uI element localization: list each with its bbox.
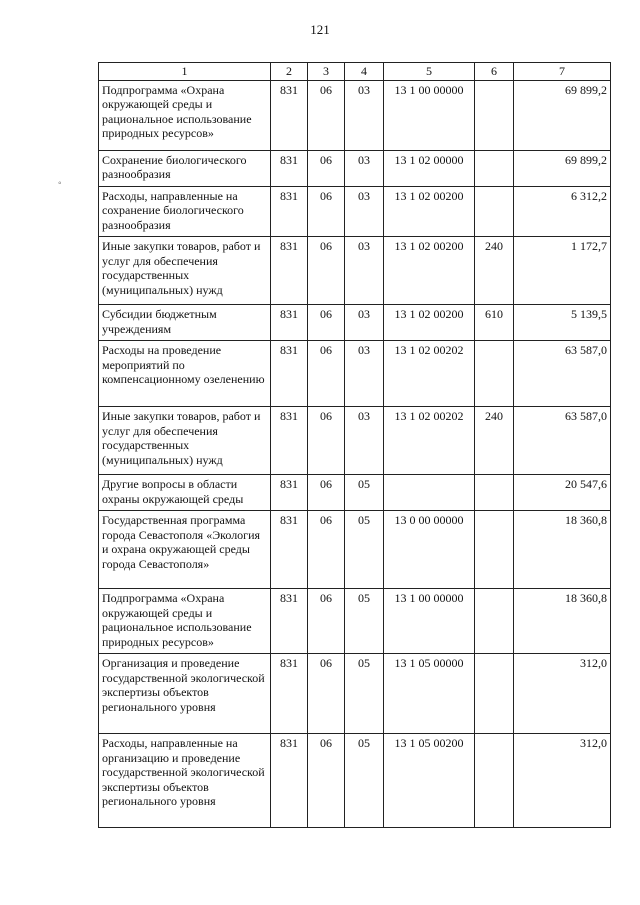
row-section-cell: 06: [308, 305, 345, 341]
row-target-cell: 13 1 00 00000: [384, 80, 475, 150]
header-col-7: 7: [514, 63, 611, 81]
row-code-cell: 831: [271, 150, 308, 186]
row-code-cell: 831: [271, 186, 308, 237]
row-name-cell: Иные закупки товаров, работ и услуг для обеспечения государственных (муниципальных) нужд: [99, 237, 271, 305]
row-name-cell: Иные закупки товаров, работ и услуг для обеспечения государственных (муниципальных) нужд: [99, 407, 271, 475]
row-kind-cell: [475, 475, 514, 511]
row-section-cell: 06: [308, 511, 345, 589]
row-kind-cell: [475, 186, 514, 237]
scan-artifact: ◦: [58, 178, 62, 189]
header-col-5: 5: [384, 63, 475, 81]
row-amount-cell: 63 587,0: [514, 341, 611, 407]
header-col-2: 2: [271, 63, 308, 81]
row-section-cell: 06: [308, 237, 345, 305]
row-code-cell: 831: [271, 734, 308, 828]
row-subsection-cell: 05: [345, 475, 384, 511]
row-target-cell: 13 1 02 00200: [384, 186, 475, 237]
header-col-1: 1: [99, 63, 271, 81]
row-target-cell: 13 1 02 00200: [384, 305, 475, 341]
row-kind-cell: 610: [475, 305, 514, 341]
row-subsection-cell: 05: [345, 589, 384, 654]
row-target-cell: [384, 475, 475, 511]
row-code-cell: 831: [271, 475, 308, 511]
table-row: [99, 511, 611, 589]
row-name-cell: Организация и проведение государственной экологической экспертизы объектов регионального уровня: [99, 654, 271, 734]
row-code-cell: 831: [271, 654, 308, 734]
row-amount-cell: 312,0: [514, 654, 611, 734]
row-target-cell: 13 1 05 00000: [384, 654, 475, 734]
row-amount-cell: 18 360,8: [514, 589, 611, 654]
row-name-cell: Подпрограмма «Охрана окружающей среды и рациональное использование природных ресурсов»: [99, 589, 271, 654]
table-row: [99, 237, 611, 305]
row-subsection-cell: 03: [345, 237, 384, 305]
row-subsection-cell: 03: [345, 80, 384, 150]
row-subsection-cell: 03: [345, 150, 384, 186]
row-amount-cell: 1 172,7: [514, 237, 611, 305]
row-name-cell: Государственная программа города Севастополя «Экология и охрана окружающей среды города Севастополя»: [99, 511, 271, 589]
row-code-cell: 831: [271, 305, 308, 341]
row-name-cell: Субсидии бюджетным учреждениям: [99, 305, 271, 341]
row-amount-cell: 18 360,8: [514, 511, 611, 589]
table-row: [99, 654, 611, 734]
row-kind-cell: 240: [475, 237, 514, 305]
row-kind-cell: [475, 511, 514, 589]
row-name-cell: Расходы, направленные на организацию и проведение государственной экологической экспертизы объектов регионального уровня: [99, 734, 271, 828]
row-target-cell: 13 1 05 00200: [384, 734, 475, 828]
row-code-cell: 831: [271, 80, 308, 150]
row-code-cell: 831: [271, 589, 308, 654]
row-code-cell: 831: [271, 341, 308, 407]
table-row: [99, 475, 611, 511]
row-code-cell: 831: [271, 237, 308, 305]
row-code-cell: 831: [271, 407, 308, 475]
table-row: [99, 150, 611, 186]
row-name-cell: Другие вопросы в области охраны окружающей среды: [99, 475, 271, 511]
row-subsection-cell: 03: [345, 305, 384, 341]
row-amount-cell: 20 547,6: [514, 475, 611, 511]
header-col-6: 6: [475, 63, 514, 81]
row-kind-cell: [475, 734, 514, 828]
row-amount-cell: 6 312,2: [514, 186, 611, 237]
row-section-cell: 06: [308, 734, 345, 828]
row-section-cell: 06: [308, 589, 345, 654]
row-amount-cell: 69 899,2: [514, 80, 611, 150]
row-target-cell: 13 1 02 00202: [384, 341, 475, 407]
table-row: [99, 341, 611, 407]
table-row: [99, 589, 611, 654]
row-target-cell: 13 1 02 00000: [384, 150, 475, 186]
row-kind-cell: [475, 80, 514, 150]
row-kind-cell: [475, 654, 514, 734]
row-target-cell: 13 1 02 00202: [384, 407, 475, 475]
row-amount-cell: 5 139,5: [514, 305, 611, 341]
row-subsection-cell: 05: [345, 511, 384, 589]
row-name-cell: Подпрограмма «Охрана окружающей среды и рациональное использование природных ресурсов»: [99, 80, 271, 150]
table-row: [99, 186, 611, 237]
row-section-cell: 06: [308, 80, 345, 150]
header-col-4: 4: [345, 63, 384, 81]
row-section-cell: 06: [308, 407, 345, 475]
row-subsection-cell: 03: [345, 341, 384, 407]
header-col-3: 3: [308, 63, 345, 81]
table-row: [99, 305, 611, 341]
row-kind-cell: [475, 150, 514, 186]
row-section-cell: 06: [308, 186, 345, 237]
row-target-cell: 13 1 02 00200: [384, 237, 475, 305]
row-code-cell: 831: [271, 511, 308, 589]
row-amount-cell: 69 899,2: [514, 150, 611, 186]
row-name-cell: Расходы на проведение мероприятий по компенсационному озеленению: [99, 341, 271, 407]
row-subsection-cell: 03: [345, 186, 384, 237]
row-target-cell: 13 1 00 00000: [384, 589, 475, 654]
row-kind-cell: [475, 589, 514, 654]
row-section-cell: 06: [308, 150, 345, 186]
table-row: [99, 407, 611, 475]
row-section-cell: 06: [308, 475, 345, 511]
row-kind-cell: [475, 341, 514, 407]
row-subsection-cell: 05: [345, 654, 384, 734]
budget-table: [98, 62, 611, 828]
header-row: [99, 63, 611, 81]
row-amount-cell: 63 587,0: [514, 407, 611, 475]
row-name-cell: Расходы, направленные на сохранение биологического разнообразия: [99, 186, 271, 237]
row-target-cell: 13 0 00 00000: [384, 511, 475, 589]
row-kind-cell: 240: [475, 407, 514, 475]
row-subsection-cell: 03: [345, 407, 384, 475]
row-section-cell: 06: [308, 654, 345, 734]
table-row: [99, 734, 611, 828]
table-row: [99, 80, 611, 150]
row-amount-cell: 312,0: [514, 734, 611, 828]
row-name-cell: Сохранение биологического разнообразия: [99, 150, 271, 186]
row-section-cell: 06: [308, 341, 345, 407]
row-subsection-cell: 05: [345, 734, 384, 828]
page-number: 121: [310, 22, 330, 37]
